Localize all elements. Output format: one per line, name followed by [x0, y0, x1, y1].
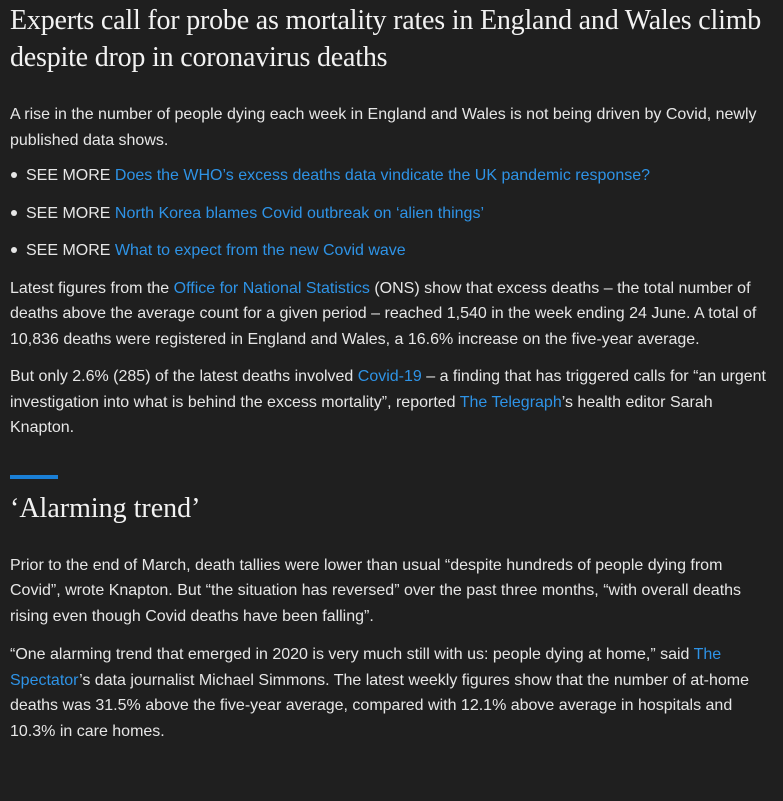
see-more-prefix: SEE MORE — [26, 167, 115, 184]
link-ons[interactable]: Office for National Statistics — [173, 279, 370, 297]
bullet-icon — [11, 247, 17, 253]
text-span: (ONS) show that excess deaths – the total number of deaths above the average count for a given period – reached 1,540 in the week ending 24 June. A total of 10,836 deaths were registered in England and Wales, a 16.6% increase on the five-year average. — [10, 279, 757, 348]
see-more-link-covid-wave[interactable]: What to expect from the new Covid wave — [114, 242, 406, 259]
section-heading: ‘Alarming trend’ — [10, 492, 201, 524]
article — [0, 2, 783, 744]
see-more-item — [10, 201, 775, 226]
section-divider — [10, 475, 58, 479]
text-span: ’s health editor Sarah Knapton. — [10, 393, 713, 436]
see-more-prefix: SEE MORE — [26, 242, 115, 259]
text-span: “One alarming trend that emerged in 2020 is very much still with us: people dying at home,” said — [10, 646, 694, 663]
see-more-list — [10, 163, 775, 263]
link-the-telegraph[interactable]: The Telegraph — [459, 393, 562, 411]
see-more-link-north-korea[interactable]: North Korea blames Covid outbreak on ‘alien things’ — [114, 204, 484, 222]
link-the-spectator[interactable]: The Spectator — [10, 646, 722, 689]
text-span: ’s data journalist Michael Simmons. The latest weekly figures show that the number of at-home deaths was 31.5% above the five-year average, compared with 12.1% above average in hospitals and 10.3% in care homes. — [10, 671, 750, 740]
paragraph-home-deaths — [10, 642, 775, 744]
see-more-link-who-excess-deaths[interactable]: Does the WHO’s excess deaths data vindicate the UK pandemic response? — [114, 167, 651, 184]
see-more-item — [10, 238, 775, 263]
paragraph-ons-figures — [10, 276, 775, 353]
article-headline: Experts call for probe as mortality rates in England and Wales climb despite drop in coronavirus deaths — [10, 5, 762, 73]
text-span: Latest figures from the — [10, 279, 174, 297]
paragraph-death-tallies: Prior to the end of March, death tallies were lower than usual “despite hundreds of people dying from Covid”, wrote Knapton. But “the situation has reversed” over the past three months, “with overall deaths rising even though Covid deaths have been falling”. — [10, 556, 742, 625]
link-covid-19[interactable]: Covid-19 — [357, 368, 422, 385]
see-more-prefix: SEE MORE — [26, 204, 115, 222]
text-span: But only 2.6% (285) of the latest deaths involved — [10, 368, 358, 385]
see-more-item — [10, 163, 775, 188]
text-span: – a finding that has triggered calls for “an urgent investigation into what is behind the excess mortality”, reported — [10, 368, 766, 411]
bullet-icon — [11, 172, 17, 178]
bullet-icon — [11, 210, 17, 216]
article-lead: A rise in the number of people dying each week in England and Wales is not being driven by Covid, newly published data shows. — [10, 106, 757, 149]
paragraph-covid-share — [10, 364, 775, 441]
